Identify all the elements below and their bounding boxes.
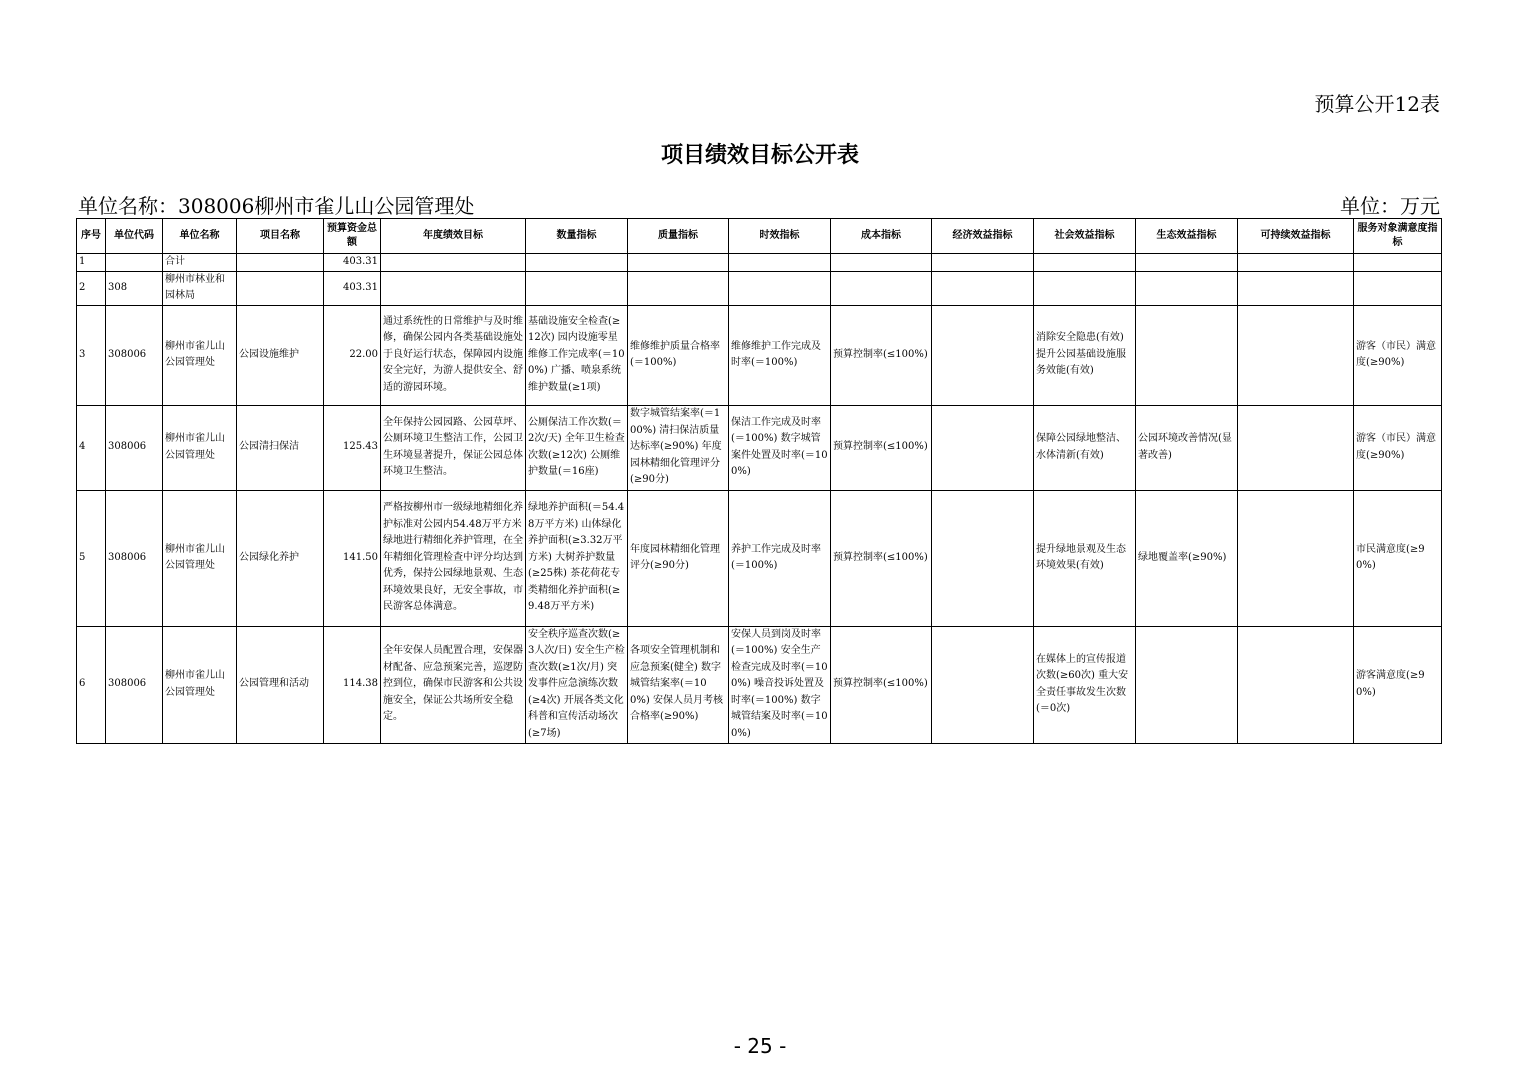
cell-social: 在媒体上的宣传报道次数(≥60次) 重大安全责任事故发生次数(＝0次) (1034, 626, 1136, 743)
cell-sustainable (1238, 405, 1354, 490)
cell-cost (831, 254, 932, 272)
cell-quantity: 基础设施安全检查(≥12次) 园内设施零星维修工作完成率(＝100%) 广播、喷泉系统维护数量(≥1项) (526, 305, 628, 405)
header-satisfaction: 服务对象满意度指标 (1354, 219, 1442, 254)
cell-sustainable (1238, 254, 1354, 272)
cell-sustainable (1238, 271, 1354, 305)
header-annual-goal: 年度绩效目标 (381, 219, 526, 254)
table-row (77, 254, 1442, 272)
table-row (77, 626, 1442, 743)
cell-project-name: 公园绿化养护 (237, 490, 324, 626)
cell-timeliness (729, 271, 831, 305)
header-seq: 序号 (77, 219, 106, 254)
cell-timeliness: 维修维护工作完成及时率(＝100%) (729, 305, 831, 405)
header-quantity: 数量指标 (526, 219, 628, 254)
cell-economic (932, 254, 1034, 272)
cell-project-name: 公园清扫保洁 (237, 405, 324, 490)
cell-quantity (526, 271, 628, 305)
cell-unit-name: 柳州市雀儿山公园管理处 (163, 305, 237, 405)
cell-ecological (1136, 305, 1238, 405)
header-unit-code: 单位代码 (106, 219, 163, 254)
table-header-row (77, 219, 1442, 254)
header-ecological: 生态效益指标 (1136, 219, 1238, 254)
cell-seq: 1 (77, 254, 106, 272)
cell-unit-name: 柳州市雀儿山公园管理处 (163, 626, 237, 743)
table-row (77, 271, 1442, 305)
table-row (77, 405, 1442, 490)
cell-ecological (1136, 626, 1238, 743)
cell-ecological: 公园环境改善情况(显著改善) (1136, 405, 1238, 490)
header-budget-amount: 预算资金总额 (324, 219, 381, 254)
cell-satisfaction: 游客（市民）满意度(≥90%) (1354, 405, 1442, 490)
cell-economic (932, 626, 1034, 743)
cell-unit-name: 柳州市雀儿山公园管理处 (163, 405, 237, 490)
cell-unit-code: 308006 (106, 626, 163, 743)
header-project-name: 项目名称 (237, 219, 324, 254)
cell-satisfaction: 游客（市民）满意度(≥90%) (1354, 305, 1442, 405)
header-cost: 成本指标 (831, 219, 932, 254)
cell-cost: 预算控制率(≤100%) (831, 490, 932, 626)
unit-name-label: 单位名称：308006柳州市雀儿山公园管理处 (78, 194, 475, 218)
cell-ecological: 绿地覆盖率(≥90%) (1136, 490, 1238, 626)
cell-budget-amount: 403.31 (324, 254, 381, 272)
cell-quantity: 公厕保洁工作次数(＝2次/天) 全年卫生检查次数(≥12次) 公厕维护数量(＝16座) (526, 405, 628, 490)
cell-cost: 预算控制率(≤100%) (831, 626, 932, 743)
table-row (77, 490, 1442, 626)
cell-ecological (1136, 254, 1238, 272)
currency-unit-label: 单位：万元 (1340, 194, 1440, 218)
cell-satisfaction (1354, 254, 1442, 272)
cell-annual-goal: 全年保持公园园路、公园草坪、公厕环境卫生整洁工作，公园卫生环境显著提升，保证公园总体环境卫生整洁。 (381, 405, 526, 490)
cell-unit-code: 308 (106, 271, 163, 305)
cell-annual-goal: 通过系统性的日常维护与及时维修，确保公园内各类基础设施处于良好运行状态，保障园内设施安全完好，为游人提供安全、舒适的游园环境。 (381, 305, 526, 405)
cell-annual-goal (381, 254, 526, 272)
cell-quantity: 安全秩序巡查次数(≥3人次/日) 安全生产检查次数(≥1次/月) 突发事件应急演练次数(≥4次) 开展各类文化科普和宣传活动场次(≥7场) (526, 626, 628, 743)
cell-timeliness: 安保人员到岗及时率(＝100%) 安全生产检查完成及时率(＝100%) 噪音投诉处置及时率(＝100%) 数字城管结案及时率(＝100%) (729, 626, 831, 743)
page-number: - 25 - (733, 1034, 787, 1058)
cell-quantity (526, 254, 628, 272)
header-social: 社会效益指标 (1034, 219, 1136, 254)
cell-satisfaction: 游客满意度(≥90%) (1354, 626, 1442, 743)
cell-unit-name: 柳州市林业和园林局 (163, 271, 237, 305)
cell-budget-amount: 114.38 (324, 626, 381, 743)
cell-sustainable (1238, 490, 1354, 626)
cell-quality: 维修维护质量合格率(＝100%) (628, 305, 729, 405)
cell-unit-code: 308006 (106, 305, 163, 405)
cell-unit-name: 合计 (163, 254, 237, 272)
cell-social (1034, 254, 1136, 272)
cell-social: 提升绿地景观及生态环境效果(有效) (1034, 490, 1136, 626)
cell-quality (628, 271, 729, 305)
header-quality: 质量指标 (628, 219, 729, 254)
cell-project-name (237, 254, 324, 272)
cell-seq: 6 (77, 626, 106, 743)
cell-project-name: 公园设施维护 (237, 305, 324, 405)
cell-social: 保障公园绿地整洁、水体清新(有效) (1034, 405, 1136, 490)
cell-project-name: 公园管理和活动 (237, 626, 324, 743)
header-unit-name: 单位名称 (163, 219, 237, 254)
cell-annual-goal: 全年安保人员配置合理，安保器材配备、应急预案完善，巡逻防控到位，确保市民游客和公共设施安全，保证公共场所安全稳定。 (381, 626, 526, 743)
cell-project-name (237, 271, 324, 305)
cell-quality: 年度园林精细化管理评分(≥90分) (628, 490, 729, 626)
cell-unit-name: 柳州市雀儿山公园管理处 (163, 490, 237, 626)
cell-budget-amount: 22.00 (324, 305, 381, 405)
performance-table (76, 218, 1442, 744)
cell-cost: 预算控制率(≤100%) (831, 405, 932, 490)
cell-sustainable (1238, 305, 1354, 405)
cell-economic (932, 490, 1034, 626)
cell-budget-amount: 403.31 (324, 271, 381, 305)
header-economic: 经济效益指标 (932, 219, 1034, 254)
cell-quantity: 绿地养护面积(＝54.48万平方米) 山体绿化养护面积(≥3.32万平方米) 大树养护数量(≥25株) 茶花荷花专类精细化养护面积(≥9.48万平方米) (526, 490, 628, 626)
cell-cost: 预算控制率(≤100%) (831, 305, 932, 405)
cell-satisfaction: 市民满意度(≥90%) (1354, 490, 1442, 626)
cell-unit-code (106, 254, 163, 272)
cell-quality: 各项安全管理机制和应急预案(健全) 数字城管结案率(＝100%) 安保人员月考核合格率(≥90%) (628, 626, 729, 743)
cell-economic (932, 405, 1034, 490)
cell-unit-code: 308006 (106, 405, 163, 490)
cell-cost (831, 271, 932, 305)
cell-timeliness: 保洁工作完成及时率(＝100%) 数字城管案件处置及时率(＝100%) (729, 405, 831, 490)
cell-economic (932, 305, 1034, 405)
cell-timeliness: 养护工作完成及时率(＝100%) (729, 490, 831, 626)
cell-quality (628, 254, 729, 272)
table-number-label: 预算公开12表 (1314, 92, 1440, 116)
cell-seq: 5 (77, 490, 106, 626)
cell-seq: 3 (77, 305, 106, 405)
cell-sustainable (1238, 626, 1354, 743)
cell-ecological (1136, 271, 1238, 305)
header-sustainable: 可持续效益指标 (1238, 219, 1354, 254)
table-row (77, 305, 1442, 405)
cell-social: 消除安全隐患(有效) 提升公园基础设施服务效能(有效) (1034, 305, 1136, 405)
cell-quality: 数字城管结案率(＝100%) 清扫保洁质量达标率(≥90%) 年度园林精细化管理评分(≥90分) (628, 405, 729, 490)
cell-economic (932, 271, 1034, 305)
cell-unit-code: 308006 (106, 490, 163, 626)
cell-budget-amount: 125.43 (324, 405, 381, 490)
cell-seq: 4 (77, 405, 106, 490)
cell-timeliness (729, 254, 831, 272)
cell-satisfaction (1354, 271, 1442, 305)
cell-seq: 2 (77, 271, 106, 305)
cell-budget-amount: 141.50 (324, 490, 381, 626)
header-timeliness: 时效指标 (729, 219, 831, 254)
cell-annual-goal (381, 271, 526, 305)
cell-annual-goal: 严格按柳州市一级绿地精细化养护标准对公园内54.48万平方米绿地进行精细化养护管理，在全年精细化管理检查中评分均达到优秀，保持公园绿地景观、生态环境效果良好，无安全事故，市民游客总体满意。 (381, 490, 526, 626)
page-title: 项目绩效目标公开表 (660, 143, 859, 168)
cell-social (1034, 271, 1136, 305)
